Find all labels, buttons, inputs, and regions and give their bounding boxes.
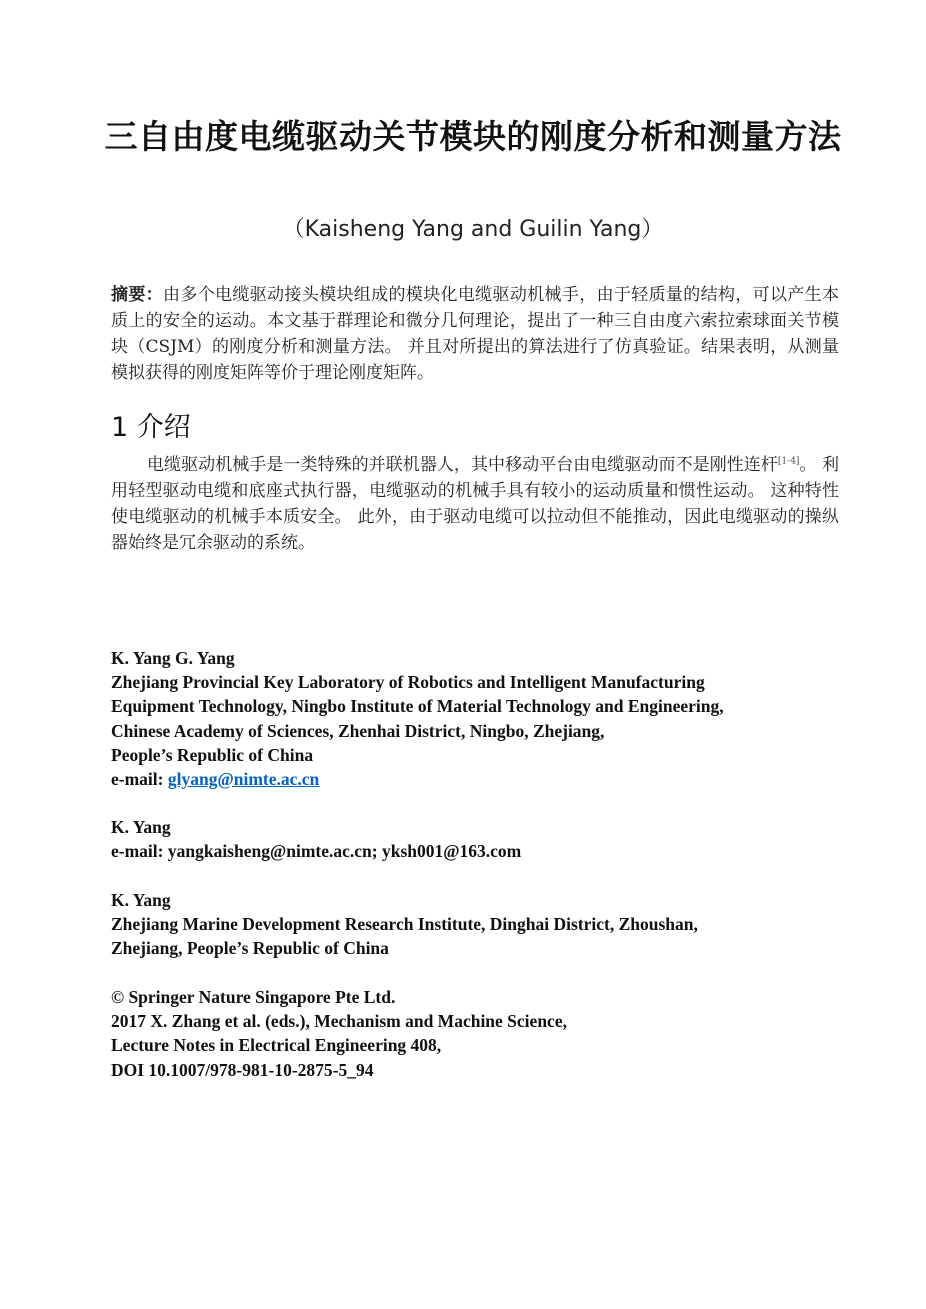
affiliation-email-line xyxy=(111,767,851,791)
affiliation-names: K. Yang xyxy=(111,890,171,910)
abstract xyxy=(111,282,839,386)
publication-line: Lecture Notes in Electrical Engineering 408, xyxy=(111,1035,442,1056)
abstract-label: 摘要： xyxy=(111,285,164,305)
affiliation-line: Chinese Academy of Sciences, Zhenhai District, Ningbo, Zhejiang, xyxy=(111,720,605,741)
affiliation-block-2 xyxy=(111,815,851,863)
affiliation-line: Zhejiang, People’s Republic of China xyxy=(111,938,389,959)
affiliation-block-1 xyxy=(111,646,851,791)
paper-authors: （Kaisheng Yang and Guilin Yang） xyxy=(282,217,664,242)
affiliation-block-3 xyxy=(111,888,851,961)
intro-text-part2: 。 利用轻型驱动电缆和底座式执行器，电缆驱动的机械手具有较小的运动质量和惯性运动。 这种特性使电缆驱动的机械手本质安全。 此外，由于驱动电缆可以拉动但不能推动，因此电缆驱动的操纵器始终是冗余驱动的系统。 xyxy=(111,455,839,553)
doi-line: DOI 10.1007/978-981-10-2875-5_94 xyxy=(111,1059,374,1080)
affiliation-email-line: e-mail: yangkaisheng@nimte.ac.cn; yksh001@163.com xyxy=(111,841,522,862)
copyright-line: © Springer Nature Singapore Pte Ltd. xyxy=(111,987,396,1007)
email-link[interactable]: glyang@nimte.ac.cn xyxy=(167,769,320,790)
abstract-text: 由多个电缆驱动接头模块组成的模块化电缆驱动机械手，由于轻质量的结构，可以产生本质上的安全的运动。本文基于群理论和微分几何理论，提出了一种三自由度六索拉索球面关节模块（CSJM）的刚度分析和测量方法。 并且对所提出的算法进行了仿真验证。结果表明，从测量模拟获得的刚度矩阵等价于理论刚度矩阵。 xyxy=(111,285,840,383)
intro-text-part1: 电缆驱动机械手是一类特殊的并联机器人，其中移动平台由电缆驱动而不是刚性连杆 xyxy=(147,455,778,475)
email-label: e-mail: xyxy=(111,769,168,790)
introduction-paragraph xyxy=(111,452,839,556)
affiliation-line: Zhejiang Marine Development Research Institute, Dinghai District, Zhoushan, xyxy=(111,914,698,935)
affiliation-line: Equipment Technology, Ningbo Institute of Material Technology and Engineering, xyxy=(111,696,724,717)
section-heading-introduction: 1 介绍 xyxy=(111,412,191,443)
affiliation-line: Zhejiang Provincial Key Laboratory of Robotics and Intelligent Manufacturing xyxy=(111,672,705,693)
affiliation-names: K. Yang G. Yang xyxy=(111,648,235,668)
affiliation-line: People’s Republic of China xyxy=(111,744,314,765)
publication-line: 2017 X. Zhang et al. (eds.), Mechanism and Machine Science, xyxy=(111,1011,567,1032)
paper-title: 三自由度电缆驱动关节模块的刚度分析和测量方法 xyxy=(104,117,842,156)
publication-info xyxy=(111,985,851,1082)
affiliation-names: K. Yang xyxy=(111,817,171,837)
citation-ref[interactable]: [1-4] xyxy=(777,456,800,467)
